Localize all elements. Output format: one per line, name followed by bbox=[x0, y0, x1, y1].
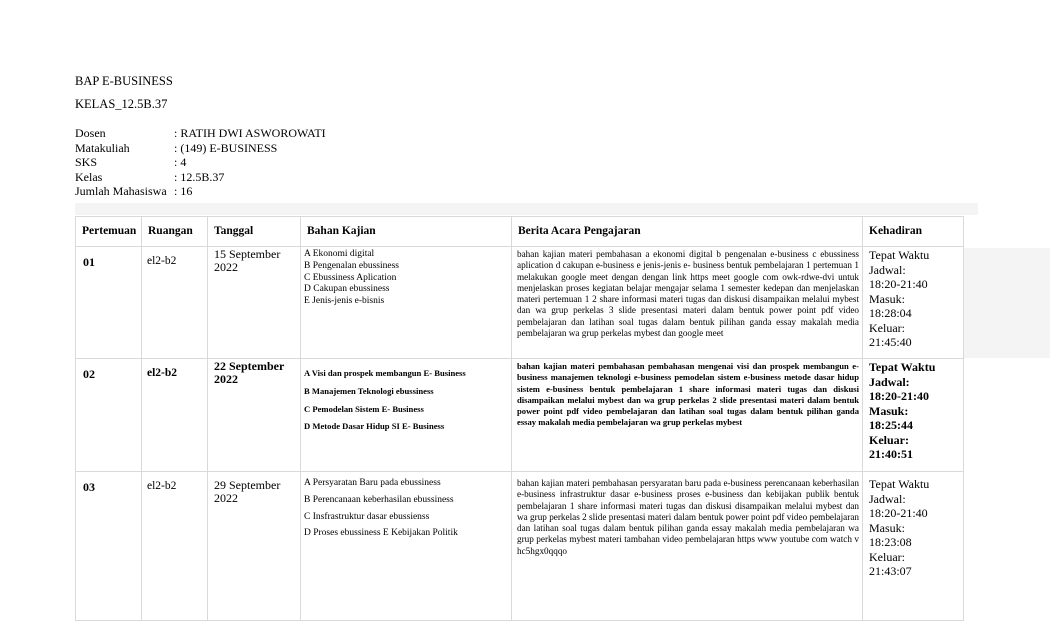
bahan-item: B Perencanaan keberhasilan ebussiness bbox=[304, 494, 454, 505]
background-band bbox=[75, 203, 978, 215]
info-value: : 16 bbox=[174, 184, 193, 198]
kehadiran-line: Masuk: bbox=[869, 291, 905, 306]
kehadiran-line: 18:23:08 bbox=[869, 535, 912, 549]
cell-pertemuan: 02 bbox=[76, 359, 142, 472]
kehadiran-line: Keluar: bbox=[869, 432, 909, 447]
kehadiran-line: Masuk: bbox=[869, 403, 909, 418]
cell-berita-acara: bahan kajian materi pembahasan persyaratan baru pada e-business perencanaan keberhasilan e-business infrastruktur dasar e-business proses e-business dan kebijakan publik bentuk pembelajaran 1 share informasi materi tugas dan diskusi disampaikan melalui mybest dan wa grup perkelas 2 slide presentasi materi dalam bentuk power point pdf video pembelajaran dan latihan soal tugas dalam bentuk pilihan ganda essay makalah media pembelajaran wa grup perkelas mybest materi tambahan video pembelajaran https www youtube com watch v hc5hgx0qqqo bbox=[512, 472, 863, 621]
document-title: BAP E-BUSINESS bbox=[75, 74, 173, 88]
table-row bbox=[76, 472, 964, 621]
info-row-kelas bbox=[75, 170, 326, 185]
course-info bbox=[75, 126, 326, 199]
kehadiran-line: Tepat Waktu bbox=[869, 248, 930, 262]
info-value: : 12.5B.37 bbox=[174, 169, 225, 184]
info-key: Matakuliah bbox=[75, 140, 130, 155]
info-row-matakuliah bbox=[75, 141, 326, 156]
bahan-item: D Metode Dasar Hidup SI E- Business bbox=[304, 421, 445, 432]
kehadiran-line: 18:20-21:40 bbox=[869, 277, 928, 291]
table-header-row bbox=[76, 217, 964, 247]
table-row bbox=[76, 359, 964, 472]
cell-kehadiran bbox=[863, 247, 964, 359]
column-header: Tanggal bbox=[208, 217, 301, 247]
kehadiran-line: 18:20-21:40 bbox=[869, 506, 928, 520]
cell-ruangan: el2-b2 bbox=[142, 247, 208, 359]
cell-berita-acara: bahan kajian materi pembahasan pembahasan mengenai visi dan prospek membangun e-business manajemen teknologi e-business pemodelan sistem e-business metode dasar hidup sistem e-business bentuk pembelajaran 1 share informasi materi tugas dan diskusi disampaikan melalui mybest dan wa grup perkelas 2 slide presentasi materi dalam bentuk power point pdf video pembelajaran dan latihan soal tugas dalam bentuk pilihan ganda essay makalah media pembelajaran wa grup perkelas mybest bbox=[512, 359, 863, 472]
kehadiran-line: Keluar: bbox=[869, 320, 905, 335]
cell-bahan-kajian bbox=[301, 247, 512, 359]
cell-ruangan: el2-b2 bbox=[142, 472, 208, 621]
kehadiran-line: Masuk: bbox=[869, 520, 905, 535]
cell-kehadiran bbox=[863, 359, 964, 472]
cell-pertemuan: 01 bbox=[76, 247, 142, 359]
kehadiran-line: Tepat Waktu bbox=[869, 360, 936, 374]
column-header: Berita Acara Pengajaran bbox=[512, 217, 863, 247]
info-value: : 4 bbox=[174, 155, 187, 169]
kehadiran-line: 18:20-21:40 bbox=[869, 389, 929, 403]
kehadiran-line: 21:43:07 bbox=[869, 564, 912, 578]
cell-bahan-kajian bbox=[301, 472, 512, 621]
column-header: Bahan Kajian bbox=[301, 217, 512, 247]
cell-pertemuan: 03 bbox=[76, 472, 142, 621]
cell-bahan-kajian bbox=[301, 359, 512, 472]
cell-ruangan: el2-b2 bbox=[142, 359, 208, 472]
class-code: KELAS_12.5B.37 bbox=[75, 97, 168, 111]
column-header: Kehadiran bbox=[863, 217, 964, 247]
bahan-item: C Ebussiness Aplication bbox=[304, 272, 397, 283]
cell-tanggal: 29 September 2022 bbox=[208, 472, 301, 621]
kehadiran-line: 21:45:40 bbox=[869, 335, 912, 349]
kehadiran-line: Jadwal: bbox=[869, 262, 906, 277]
kehadiran-line: 21:40:51 bbox=[869, 447, 913, 461]
info-key: Jumlah Mahasiswa bbox=[75, 184, 167, 198]
info-key: SKS bbox=[75, 155, 98, 169]
kehadiran-line: 18:28:04 bbox=[869, 306, 912, 320]
bahan-item: C Pemodelan Sistem E- Business bbox=[304, 403, 424, 414]
bahan-item: E Jenis-jenis e-bisnis bbox=[304, 296, 385, 307]
bap-table bbox=[75, 216, 964, 621]
background-band bbox=[964, 248, 1050, 358]
info-row-dosen bbox=[75, 126, 326, 141]
cell-berita-acara: bahan kajian materi pembahasan a ekonomi digital b pengenalan e-business c ebussiness aplication d cakupan e-business e jenis-jenis e- business bentuk pembelajaran 1 pertemuan 1 melakukan google meet dengan dengan link https meet google com owk-rdwe-dvi untuk menjelaskan proses kegiatan belajar mengajar selama 1 semester kedepan dan menjelaskan materi pertemuan 1 2 share informasi materi tugas dan diskusi disampaikan melalui mybest dan wa grup perkelas 3 slide presentasi materi dalam bentuk power point pdf video pembelajaran dan latihan soal tugas dalam bentuk pilihan ganda essay makalah media pembelajaran wa grup perkelas mybest dan google meet bbox=[512, 247, 863, 359]
info-row-jumlah bbox=[75, 184, 326, 199]
info-key: Dosen bbox=[75, 126, 106, 140]
bahan-item: D Proses ebussiness E Kebijakan Politik bbox=[304, 528, 458, 539]
info-key: Kelas bbox=[75, 169, 103, 184]
bahan-item: C Insfrastruktur dasar ebussienss bbox=[304, 511, 430, 522]
kehadiran-line: Tepat Waktu bbox=[869, 477, 930, 491]
kehadiran-line: 18:25:44 bbox=[869, 418, 913, 432]
bahan-item: A Visi dan prospek membangun E- Business bbox=[304, 368, 466, 378]
cell-tanggal: 15 September 2022 bbox=[208, 247, 301, 359]
info-row-sks bbox=[75, 155, 326, 170]
bahan-item: D Cakupan ebussiness bbox=[304, 284, 390, 295]
bahan-item: A Ekonomi digital bbox=[304, 249, 375, 259]
info-value: : (149) E-BUSINESS bbox=[174, 140, 278, 155]
kehadiran-line: Keluar: bbox=[869, 549, 905, 564]
kehadiran-line: Jadwal: bbox=[869, 491, 906, 506]
bahan-item: B Manajemen Teknologi ebussiness bbox=[304, 385, 434, 396]
column-header: Pertemuan bbox=[76, 217, 142, 247]
cell-tanggal: 22 September 2022 bbox=[208, 359, 301, 472]
bahan-item: B Pengenalan ebussiness bbox=[304, 260, 399, 271]
kehadiran-line: Jadwal: bbox=[869, 374, 910, 389]
info-value: : RATIH DWI ASWOROWATI bbox=[174, 126, 326, 140]
bahan-item: A Persyaratan Baru pada ebussiness bbox=[304, 478, 441, 488]
column-header: Ruangan bbox=[142, 217, 208, 247]
table-row bbox=[76, 247, 964, 359]
cell-kehadiran bbox=[863, 472, 964, 621]
document-header bbox=[75, 74, 173, 112]
